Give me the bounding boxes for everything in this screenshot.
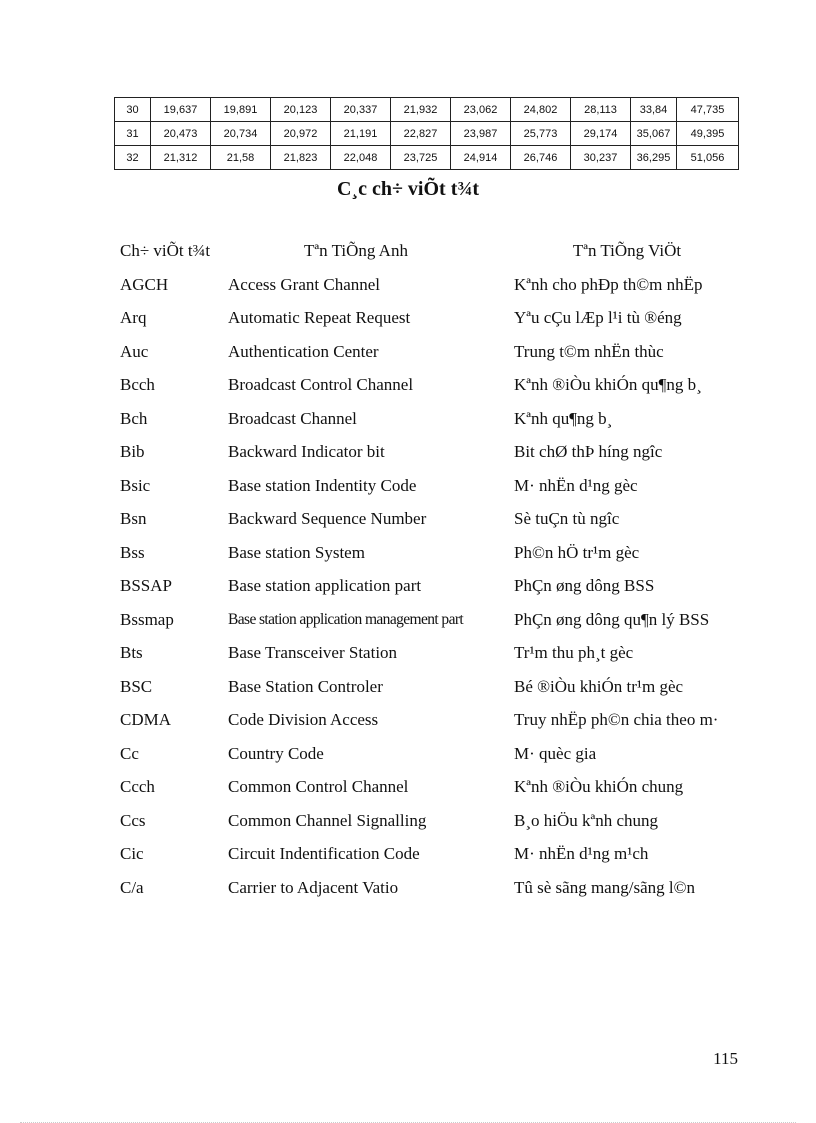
abbreviation-code: Arq xyxy=(120,308,147,327)
vietnamese-name: PhÇn øng dông BSS xyxy=(514,576,655,595)
numeric-table-cell: 20,972 xyxy=(271,122,331,146)
numeric-table-row xyxy=(115,146,739,170)
numeric-table-cell: 21,58 xyxy=(211,146,271,170)
abbreviation-code: BSC xyxy=(120,676,153,696)
abbreviation-row xyxy=(120,435,740,469)
english-name: Code Division Access xyxy=(228,710,379,729)
vietnamese-name: Sè tuÇn tù ngîc xyxy=(514,509,620,528)
english-name: Circuit Indentification Code xyxy=(228,844,420,863)
abbreviation-code: Bss xyxy=(120,542,145,562)
numeric-table-cell: 31 xyxy=(115,122,151,146)
numeric-table-cell: 33,84 xyxy=(631,98,677,122)
abbreviation-row xyxy=(120,670,740,704)
numeric-table-cell: 23,725 xyxy=(391,146,451,170)
header-english-name: Tªn TiÕng Anh xyxy=(304,241,408,260)
numeric-table-cell: 20,123 xyxy=(271,98,331,122)
numeric-table-cell: 24,914 xyxy=(451,146,511,170)
numeric-table-row xyxy=(115,98,739,122)
abbreviation-table xyxy=(120,234,740,904)
vietnamese-name: Kªnh ®iÒu khiÓn qu¶ng b¸ xyxy=(514,375,702,394)
numeric-table-cell: 23,987 xyxy=(451,122,511,146)
abbreviation-row xyxy=(120,301,740,335)
abbreviation-row xyxy=(120,837,740,871)
english-name: Base Station Controler xyxy=(228,676,383,696)
vietnamese-name: Kªnh cho phÐp th©m nhËp xyxy=(514,274,703,294)
numeric-table xyxy=(114,97,739,170)
numeric-table-cell: 25,773 xyxy=(511,122,571,146)
numeric-table-cell: 35,067 xyxy=(631,122,677,146)
vietnamese-name: Ph©n hÖ tr¹m gèc xyxy=(514,542,640,562)
numeric-table-cell: 19,891 xyxy=(211,98,271,122)
numeric-table-cell: 24,802 xyxy=(511,98,571,122)
numeric-table-cell: 21,312 xyxy=(151,146,211,170)
numeric-table-cell: 51,056 xyxy=(677,146,739,170)
abbreviation-row xyxy=(120,871,740,905)
header-abbreviation: Ch÷ viÕt t¾t xyxy=(120,241,211,260)
abbreviation-row xyxy=(120,603,740,637)
abbreviation-row xyxy=(120,569,740,603)
abbreviation-code: Ccch xyxy=(120,777,155,796)
abbreviation-row xyxy=(120,703,740,737)
vietnamese-name: PhÇn øng dông qu¶n lý BSS xyxy=(514,609,710,629)
english-name: Base station application part xyxy=(228,576,422,595)
english-name: Backward Sequence Number xyxy=(228,509,427,528)
vietnamese-name: Truy nhËp ph©n chia theo m· xyxy=(514,710,719,729)
vietnamese-name: M· nhËn d¹ng gèc xyxy=(514,475,638,495)
abbreviation-code: Bts xyxy=(120,643,143,662)
abbreviation-header xyxy=(120,234,740,268)
abbreviation-row xyxy=(120,737,740,771)
abbreviation-row xyxy=(120,335,740,369)
vietnamese-name: Bit chØ thÞ híng ngîc xyxy=(514,442,663,461)
abbreviation-row xyxy=(120,469,740,503)
numeric-table-cell: 19,637 xyxy=(151,98,211,122)
numeric-table-cell: 20,473 xyxy=(151,122,211,146)
numeric-table-cell: 32 xyxy=(115,146,151,170)
english-name: Carrier to Adjacent Vatio xyxy=(228,877,399,897)
abbreviation-code: Bib xyxy=(120,442,145,461)
numeric-table-cell: 36,295 xyxy=(631,146,677,170)
vietnamese-name: Tr¹m thu ph¸t gèc xyxy=(514,643,634,662)
abbreviation-code: Bsn xyxy=(120,509,147,528)
section-heading: C¸c ch÷ viÕt t¾t xyxy=(336,178,480,200)
english-name: Base station Indentity Code xyxy=(228,475,417,495)
vietnamese-name: B¸o hiÖu kªnh chung xyxy=(514,810,658,830)
abbreviation-code: Bcch xyxy=(120,375,155,394)
page-number: 115 xyxy=(713,1049,738,1068)
abbreviation-code: BSSAP xyxy=(120,576,172,595)
abbreviation-code: Auc xyxy=(120,341,149,361)
numeric-table-cell: 47,735 xyxy=(677,98,739,122)
numeric-table-cell: 30,237 xyxy=(571,146,631,170)
abbreviation-row xyxy=(120,268,740,302)
numeric-table-cell: 28,113 xyxy=(571,98,631,122)
english-name: Broadcast Control Channel xyxy=(228,375,414,394)
english-name: Authentication Center xyxy=(228,341,379,361)
header-vietnamese-name: Tªn TiÕng ViÖt xyxy=(572,241,682,260)
english-name: Access Grant Channel xyxy=(228,274,381,294)
abbreviation-row xyxy=(120,536,740,570)
abbreviation-code: Bsic xyxy=(120,475,151,495)
english-name: Base station application management part xyxy=(228,610,464,628)
abbreviation-code: CDMA xyxy=(120,710,172,729)
abbreviation-code: Bssmap xyxy=(120,609,174,629)
vietnamese-name: Bé ®iÒu khiÓn tr¹m gèc xyxy=(514,676,684,696)
vietnamese-name: Kªnh qu¶ng b¸ xyxy=(514,408,613,428)
vietnamese-name: Yªu cÇu lÆp l¹i tù ®éng xyxy=(514,308,682,327)
numeric-table-cell: 23,062 xyxy=(451,98,511,122)
numeric-table-cell: 21,823 xyxy=(271,146,331,170)
numeric-table-cell: 29,174 xyxy=(571,122,631,146)
vietnamese-name: M· nhËn d¹ng m¹ch xyxy=(514,844,649,863)
abbreviation-code: C/a xyxy=(120,877,144,897)
numeric-table-cell: 26,746 xyxy=(511,146,571,170)
english-name: Automatic Repeat Request xyxy=(228,308,411,327)
numeric-table-cell: 30 xyxy=(115,98,151,122)
vietnamese-name: Tû sè sãng mang/sãng l©n xyxy=(514,877,695,897)
numeric-table-cell: 22,827 xyxy=(391,122,451,146)
abbreviation-row xyxy=(120,636,740,670)
abbreviation-row xyxy=(120,502,740,536)
english-name: Base Transceiver Station xyxy=(228,643,398,662)
vietnamese-name: Kªnh ®iÒu khiÓn chung xyxy=(514,777,684,796)
abbreviation-code: Cic xyxy=(120,844,144,863)
abbreviation-row xyxy=(120,770,740,804)
english-name: Base station System xyxy=(228,542,365,562)
english-name: Common Channel Signalling xyxy=(228,810,427,830)
numeric-table-cell: 20,734 xyxy=(211,122,271,146)
numeric-table-row xyxy=(115,122,739,146)
abbreviation-row xyxy=(120,402,740,436)
english-name: Broadcast Channel xyxy=(228,408,357,428)
vietnamese-name: Trung t©m nhËn thùc xyxy=(514,341,664,361)
abbreviation-code: Ccs xyxy=(120,810,146,830)
abbreviation-row xyxy=(120,368,740,402)
numeric-table-cell: 20,337 xyxy=(331,98,391,122)
english-name: Common Control Channel xyxy=(228,777,409,796)
abbreviation-code: Bch xyxy=(120,408,148,428)
abbreviation-code: AGCH xyxy=(120,274,169,294)
numeric-table-cell: 21,932 xyxy=(391,98,451,122)
numeric-table-cell: 21,191 xyxy=(331,122,391,146)
vietnamese-name: M· quèc gia xyxy=(514,743,597,763)
english-name: Backward Indicator bit xyxy=(228,442,385,461)
numeric-table-cell: 49,395 xyxy=(677,122,739,146)
english-name: Country Code xyxy=(228,743,324,763)
abbreviation-row xyxy=(120,804,740,838)
abbreviation-code: Cc xyxy=(120,743,139,763)
numeric-table-cell: 22,048 xyxy=(331,146,391,170)
